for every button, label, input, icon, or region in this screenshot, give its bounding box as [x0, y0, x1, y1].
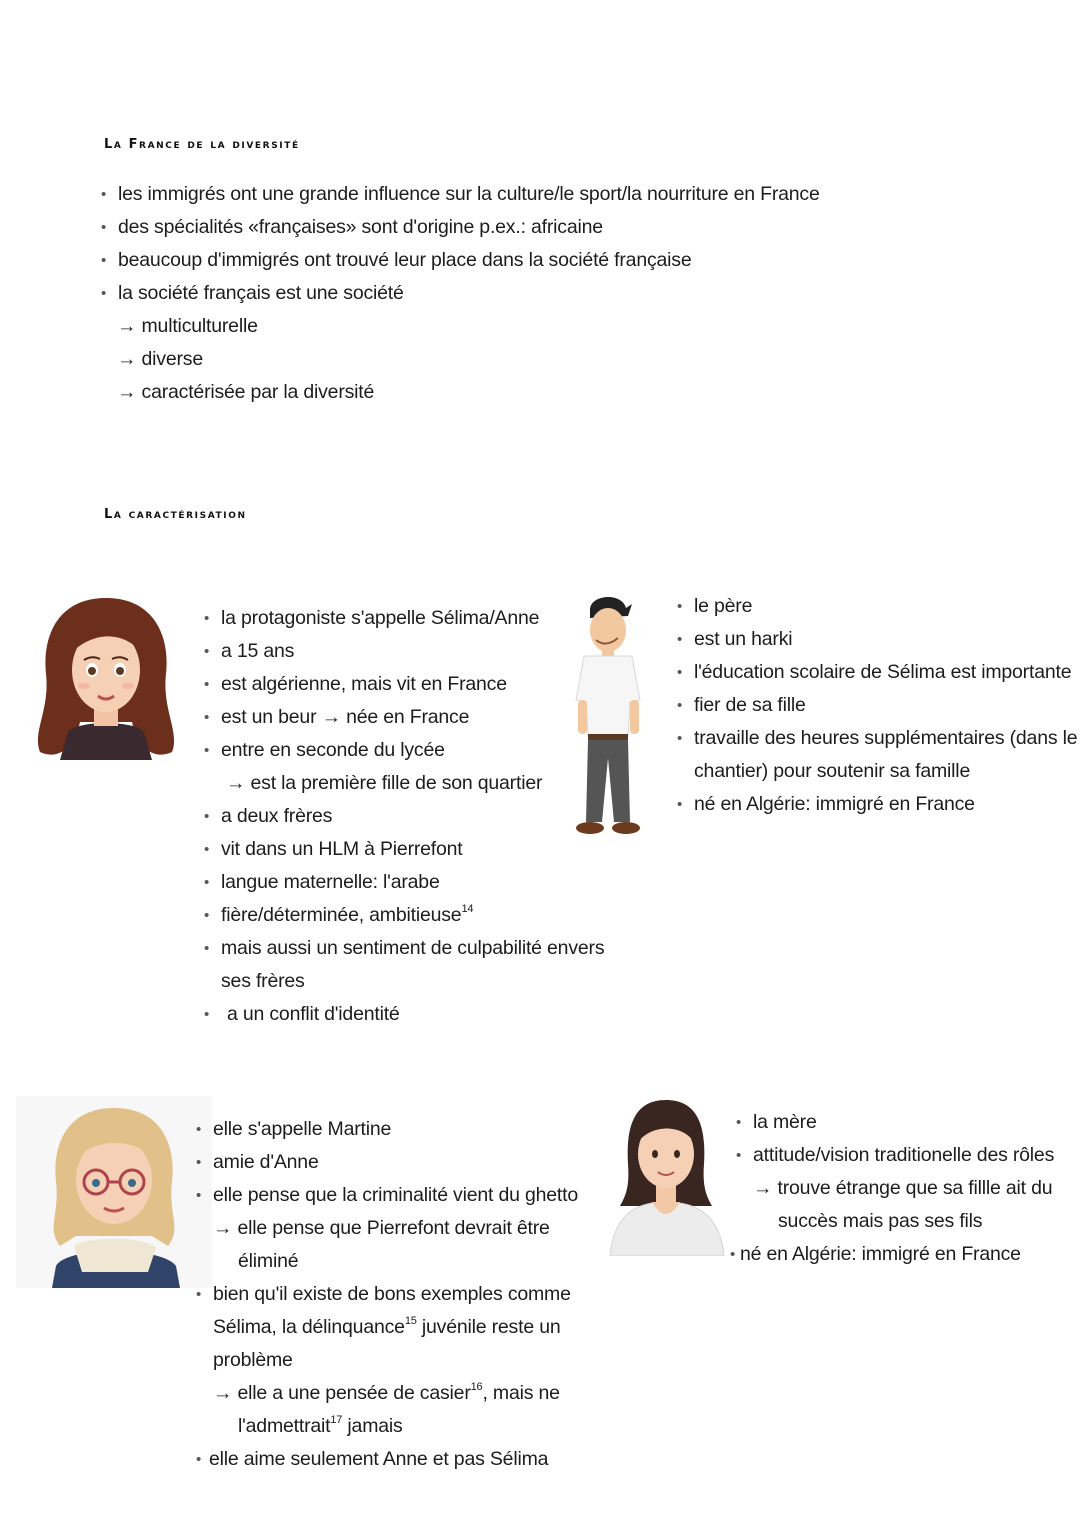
- heading-diversite: La France de la diversité: [104, 137, 300, 152]
- footnote-ref: 16: [470, 1381, 483, 1393]
- list-item: • a deux frères: [204, 800, 604, 833]
- list-item-text: jamais: [342, 1415, 403, 1437]
- selima-list: [204, 602, 604, 1031]
- list-item: → caractérisée par la diversité: [117, 381, 375, 403]
- list-item: [196, 1311, 578, 1344]
- list-item-text: l'admettrait: [238, 1415, 331, 1437]
- list-item: • né en Algérie: immigré en France: [730, 1238, 1054, 1271]
- list-item: • beaucoup d'immigrés ont trouvé leur place dans la société française: [101, 244, 820, 277]
- list-item: • l'éducation scolaire de Sélima est importante: [677, 656, 1077, 689]
- list-item: chantier) pour soutenir sa famille: [694, 760, 971, 782]
- list-item: problème: [213, 1349, 293, 1371]
- list-item-text: Sélima, la délinquance: [213, 1316, 405, 1338]
- list-item: • a un conflit d'identité: [204, 998, 604, 1031]
- martine-portrait-icon: [16, 1096, 212, 1288]
- list-item: • entre en seconde du lycée: [204, 734, 604, 767]
- list-item: • est algérienne, mais vit en France: [204, 668, 604, 701]
- selima-portrait-icon: [28, 592, 184, 764]
- list-item: [204, 899, 604, 932]
- list-item: • est un harki: [677, 623, 1077, 656]
- footnote-ref: 15: [404, 1315, 417, 1327]
- list-item: • fier de sa fille: [677, 689, 1077, 722]
- list-item: • vit dans un HLM à Pierrefont: [204, 833, 604, 866]
- list-item: • elle aime seulement Anne et pas Sélima: [196, 1443, 578, 1476]
- list-item: → multiculturelle: [117, 315, 258, 337]
- mother-portrait-icon: [606, 1094, 728, 1256]
- footnote-ref: 14: [461, 903, 474, 915]
- list-item: • des spécialités «françaises» sont d'origine p.ex.: africaine: [101, 211, 820, 244]
- list-item: • elle pense que la criminalité vient du ghetto: [196, 1179, 578, 1212]
- list-item: [196, 1377, 578, 1410]
- diversite-list: [101, 178, 820, 409]
- heading-caracterisation: La caractérisation: [104, 507, 247, 522]
- list-item: • elle s'appelle Martine: [196, 1113, 578, 1146]
- list-item: éliminé: [238, 1250, 299, 1272]
- list-item: • amie d'Anne: [196, 1146, 578, 1179]
- list-item: succès mais pas ses fils: [778, 1210, 983, 1232]
- list-item: • travaille des heures supplémentaires (dans le: [677, 722, 1077, 755]
- mere-list: [736, 1106, 1054, 1271]
- list-item: → est la première fille de son quartier: [226, 772, 543, 794]
- list-item-text: → elle a une pensée de casier: [213, 1382, 471, 1404]
- list-item: [196, 1410, 578, 1443]
- list-item: • langue maternelle: l'arabe: [204, 866, 604, 899]
- list-item: • les immigrés ont une grande influence sur la culture/le sport/la nourriture en France: [101, 178, 820, 211]
- list-item: • la protagoniste s'appelle Sélima/Anne: [204, 602, 604, 635]
- list-item-text: juvénile reste un: [416, 1316, 561, 1338]
- list-item: ses frères: [221, 970, 305, 992]
- list-item: → elle pense que Pierrefont devrait être: [213, 1217, 550, 1239]
- list-item: • né en Algérie: immigré en France: [677, 788, 1077, 821]
- list-item: • mais aussi un sentiment de culpabilité envers: [204, 932, 604, 965]
- list-item: • attitude/vision traditionelle des rôles: [736, 1139, 1054, 1172]
- list-item: • bien qu'il existe de bons exemples comme: [196, 1278, 578, 1311]
- list-item: → diverse: [117, 348, 203, 370]
- pere-list: [677, 590, 1077, 821]
- list-item: → trouve étrange que sa fillle ait du: [753, 1177, 1053, 1199]
- list-item: • le père: [677, 590, 1077, 623]
- father-figure-icon: [560, 590, 656, 840]
- martine-list: [196, 1113, 578, 1476]
- list-item: • la société français est une société: [101, 277, 820, 310]
- list-item: • a 15 ans: [204, 635, 604, 668]
- list-item: • est un beur → née en France: [204, 701, 604, 734]
- list-item-text: , mais ne: [482, 1382, 560, 1404]
- list-item-text: fière/déterminée, ambitieuse: [221, 904, 462, 926]
- list-item: • la mère: [736, 1106, 1054, 1139]
- footnote-ref: 17: [330, 1414, 343, 1426]
